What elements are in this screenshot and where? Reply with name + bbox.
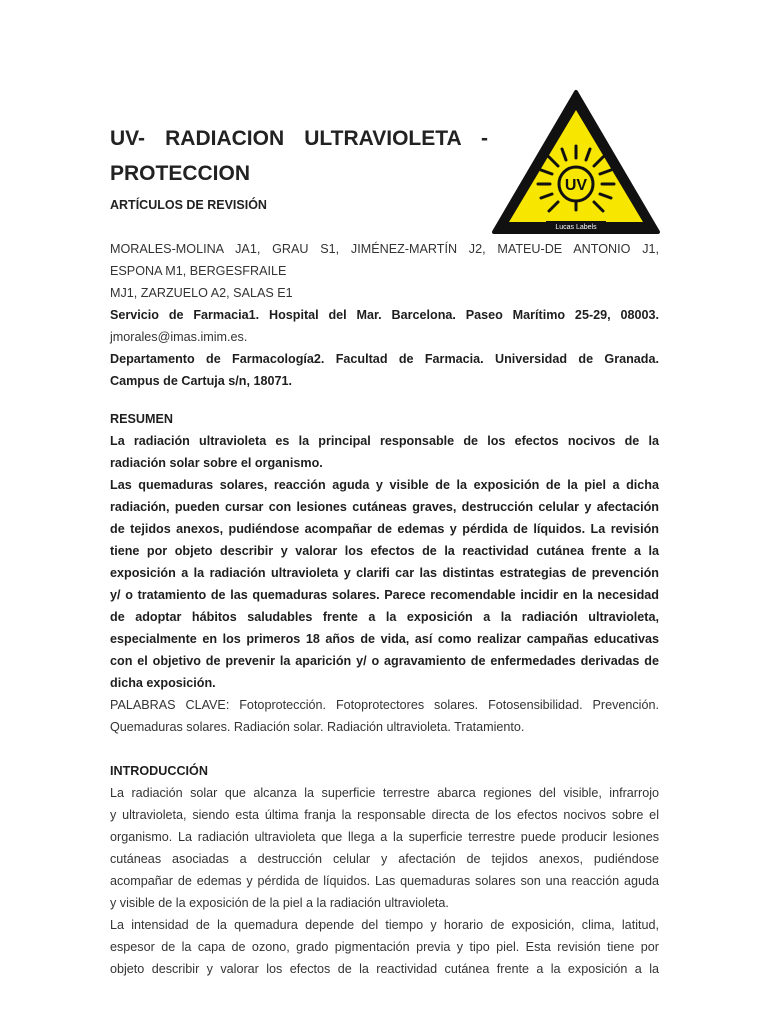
text-line: y/ o tratamiento de las quemaduras solares. Parece recomendable incidir en la necesidad [110,588,659,602]
uv-badge-text: UV [564,177,588,194]
text-line: Quemaduras solares. Radiación solar. Radiación ultravioleta. Tratamiento. [110,720,525,734]
text-line: La radiación solar que alcanza la superficie terrestre abarca regiones del visible, infrarrojo [110,786,659,800]
affiliation-line: Departamento de Farmacología2. Facultad de Farmacia. Universidad de Granada. [110,352,659,366]
introduccion-heading: INTRODUCCIÓN [110,764,208,778]
text-line: acompañar de edemas y pérdida de líquidos. Las quemaduras solares son una reacción aguda [110,874,659,888]
text-line: y visible de la exposición de la piel a la radiación ultravioleta. [110,896,449,910]
uv-warning-triangle-icon [490,88,662,236]
text-line: con el objetivo de prevenir la aparición y/ o agravamiento de enfermedades derivadas de [110,654,659,668]
article-type: ARTÍCULOS DE REVISIÓN [110,198,267,212]
text-line: La radiación ultravioleta es la principal responsable de los efectos nocivos de la [110,434,659,448]
affiliation-department [110,348,659,392]
article-body [110,238,659,980]
resumen-paragraph-1 [110,430,659,474]
affiliation-service [110,304,659,326]
resumen-paragraph-2 [110,474,659,694]
author-list [110,238,659,304]
text-line: de tejidos anexos, pudiéndose acompañar de edemas y pérdida de líquidos. La revisión [110,522,659,536]
contact-email: jmorales@imas.imim.es. [110,330,248,344]
article-title-line-1: UV- RADIACION ULTRAVIOLETA - [110,127,488,150]
affiliation-line: Campus de Cartuja s/n, 18071. [110,374,292,388]
text-line: Las quemaduras solares, reacción aguda y visible de la exposición de la piel a dicha [110,478,659,492]
text-line: y ultravioleta, siendo esta última franja la responsable directa de los efectos nocivos sobre el [110,808,659,822]
text-line: radiación, pueden cursar con lesiones cutáneas graves, destrucción celular y afectación [110,500,659,514]
text-line: radiación solar sobre el organismo. [110,456,323,470]
text-line: dicha exposición. [110,676,216,690]
text-line: objeto describir y valorar los efectos de la reactividad cutánea frente a la exposición a la [110,962,659,976]
text-line: de adoptar hábitos saludables frente a la exposición a la radiación ultravioleta, [110,610,659,624]
text-line: cutáneas asociadas a destrucción celular y afectación de tejidos anexos, pudiéndose [110,852,659,866]
author-line: ESPONA M1, BERGESFRAILE [110,264,287,278]
text-line: tiene por objeto describir y valorar los efectos de la reactividad cutánea frente a la [110,544,659,558]
text-line: espesor de la capa de ozono, grado pigmentación previa y tipo piel. Esta revisión tiene por [110,940,659,954]
introduccion-paragraph-2 [110,914,659,980]
text-line: especialmente en los primeros 18 años de vida, así como realizar campañas educativas [110,632,659,646]
author-line: MORALES-MOLINA JA1, GRAU S1, JIMÉNEZ-MARTÍN J2, MATEU-DE ANTONIO J1, [110,242,659,256]
text-line: La intensidad de la quemadura depende del tiempo y horario de exposición, clima, latitud, [110,918,659,932]
keywords [110,694,659,738]
text-line: exposición a la radiación ultravioleta y clarifi car las distintas estrategias de prevención [110,566,659,580]
text-line: organismo. La radiación ultravioleta que llega a la superficie terrestre puede producir lesiones [110,830,659,844]
introduccion-paragraph-1 [110,782,659,914]
logo-caption: Lucas Labels [555,224,597,231]
text-line: PALABRAS CLAVE: Fotoprotección. Fotoprotectores solares. Fotosensibilidad. Prevención. [110,698,659,712]
author-line: MJ1, ZARZUELO A2, SALAS E1 [110,286,293,300]
affiliation-line: Servicio de Farmacia1. Hospital del Mar. Barcelona. Paseo Marítimo 25-29, 08003. [110,308,659,322]
resumen-heading: RESUMEN [110,412,173,426]
article-title-line-2: PROTECCION [110,162,251,185]
